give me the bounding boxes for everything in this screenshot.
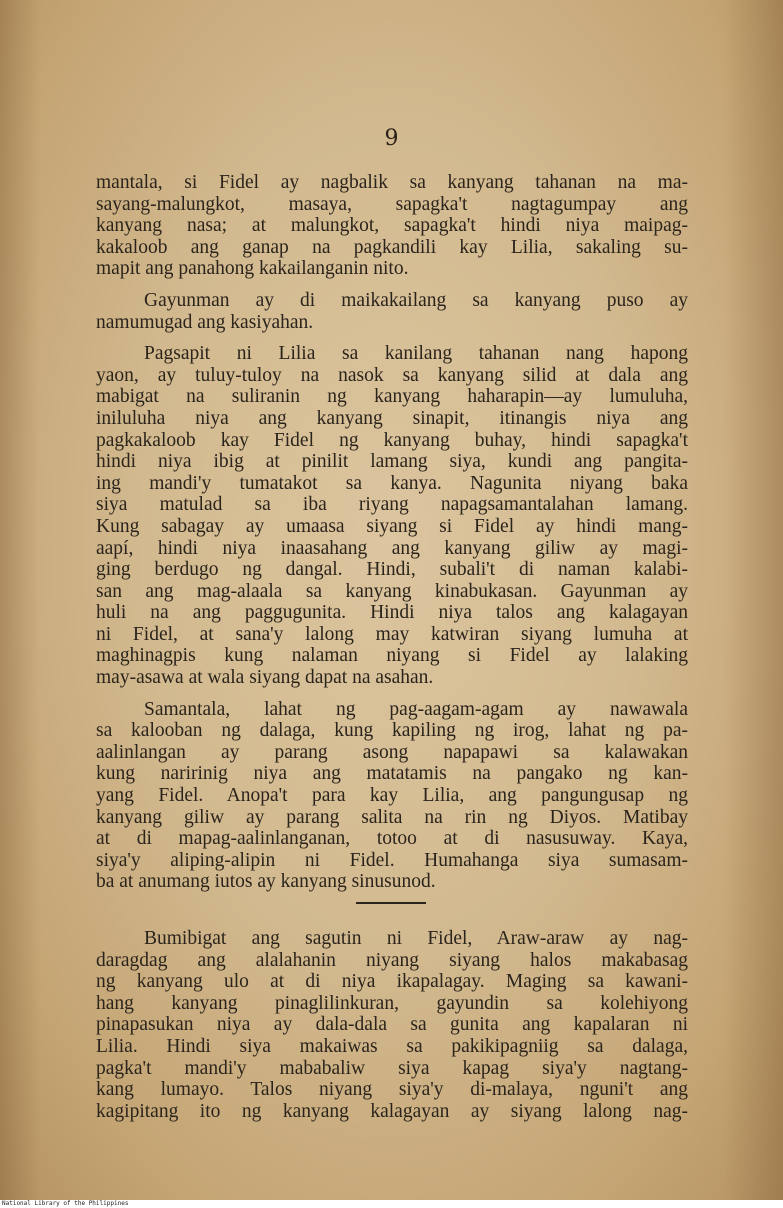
text-line: pagkakaloob kay Fidel ng kanyang buhay, hindi sapagka't	[96, 429, 688, 451]
text-line: Kung sabagay ay umaasa siyang si Fidel ay hindi mang-	[96, 515, 688, 537]
page-edge-shadow-left	[0, 0, 40, 1200]
text-line: iniluluha niya ang kanyang sinapit, itinangis niya ang	[96, 407, 688, 429]
text-line: aapí, hindi niya inaasahang ang kanyang giliw ay magi-	[96, 537, 688, 559]
library-credit: National Library of the Philippines	[2, 1200, 129, 1207]
page-number: 9	[384, 126, 399, 151]
text-line: at di mapag-aalinlanganan, totoo at di nasusuway. Kaya,	[96, 828, 688, 850]
text-line: ing mandi'y tumatakot sa kanya. Nagunita niyang baka	[96, 472, 688, 494]
text-line: kanyang giliw ay parang salita na rin ng Diyos. Matibay	[96, 806, 688, 828]
text-line: ni Fidel, at sana'y lalong may katwiran siyang lumuha at	[96, 623, 688, 645]
text-line: may-asawa at wala siyang dapat na asahan.	[96, 667, 434, 689]
text-line: aalinlangan ay parang asong napapawi sa kalawakan	[96, 741, 688, 763]
text-line: mapit ang panahong kakailanganin nito.	[96, 258, 409, 280]
text-line: namumugad ang kasiyahan.	[96, 311, 314, 333]
paragraph-gap	[96, 333, 688, 343]
body-text-block-1	[96, 172, 688, 893]
text-line: kang lumayo. Talos niyang siya'y di-malaya, nguni't ang	[96, 1079, 688, 1101]
text-line: kakaloob ang ganap na pagkandili kay Lilia, sakaling su-	[96, 236, 688, 258]
text-line: Pagsapit ni Lilia sa kanilang tahanan nang hapong	[144, 343, 688, 365]
section-divider	[356, 902, 426, 904]
text-line: sayang-malungkot, masaya, sapagka't nagtagumpay ang	[96, 193, 688, 215]
text-line: siya'y aliping-alipin ni Fidel. Humahanga siya sumasam-	[96, 849, 688, 871]
text-line: pinapasukan niya ay dala-dala sa gunita ang kapalaran ni	[96, 1014, 688, 1036]
body-text-block-2	[96, 928, 688, 1122]
text-line: ba at anumang iutos ay kanyang sinusunod.	[96, 871, 436, 893]
text-line: kagipitang ito ng kanyang kalagayan ay siyang lalong nag-	[96, 1100, 688, 1122]
text-line: hindi niya ibig at pinilit lamang siya, kundi ang pangita-	[96, 451, 688, 473]
text-line: kanyang nasa; at malungkot, sapagka't hindi niya maipag-	[96, 215, 688, 237]
text-line: hang kanyang pinaglilinkuran, gayundin sa kolehiyong	[96, 992, 688, 1014]
text-line: sa kalooban ng dalaga, kung kapiling ng irog, lahat ng pa-	[96, 720, 688, 742]
text-line: ng kanyang ulo at di niya ikapalagay. Maging sa kawani-	[96, 971, 688, 993]
text-line: mantala, si Fidel ay nagbalik sa kanyang tahanan na ma-	[96, 172, 688, 193]
text-line: yang Fidel. Anopa't para kay Lilia, ang pangungusap ng	[96, 785, 688, 807]
text-line: Gayunman ay di maikakailang sa kanyang puso ay	[144, 289, 688, 311]
text-line: Bumibigat ang sagutin ni Fidel, Araw-araw ay nag-	[144, 928, 688, 949]
text-line: maghinagpis kung nalaman niyang si Fidel ay lalaking	[96, 645, 688, 667]
paragraph-gap	[96, 280, 688, 290]
text-line: yaon, ay tuluy-tuloy na nasok sa kanyang silid at dala ang	[96, 364, 688, 386]
text-line: san ang mag-alaala sa kanyang kinabukasan. Gayunman ay	[96, 580, 688, 602]
text-line: siya matulad sa iba riyang napagsamantalahan lamang.	[96, 494, 688, 516]
text-line: daragdag ang alalahanin niyang siyang halos makabasag	[96, 949, 688, 971]
text-line: Lilia. Hindi siya makaiwas sa pakikipagniig sa dalaga,	[96, 1035, 688, 1057]
page-edge-shadow-right	[723, 0, 783, 1200]
text-line: pagka't mandi'y mababaliw siya kapag siya'y nagtang-	[96, 1057, 688, 1079]
text-line: Samantala, lahat ng pag-aagam-agam ay nawawala	[144, 698, 688, 720]
paragraph-gap	[96, 689, 688, 699]
text-line: ging berdugo ng dangal. Hindi, subali't di naman kalabi-	[96, 559, 688, 581]
text-line: kung naririnig niya ang matatamis na pangako ng kan-	[96, 763, 688, 785]
text-line: huli na ang paggugunita. Hindi niya talos ang kalagayan	[96, 602, 688, 624]
text-line: mabigat na suliranin ng kanyang haharapin—ay lumuluha,	[96, 386, 688, 408]
